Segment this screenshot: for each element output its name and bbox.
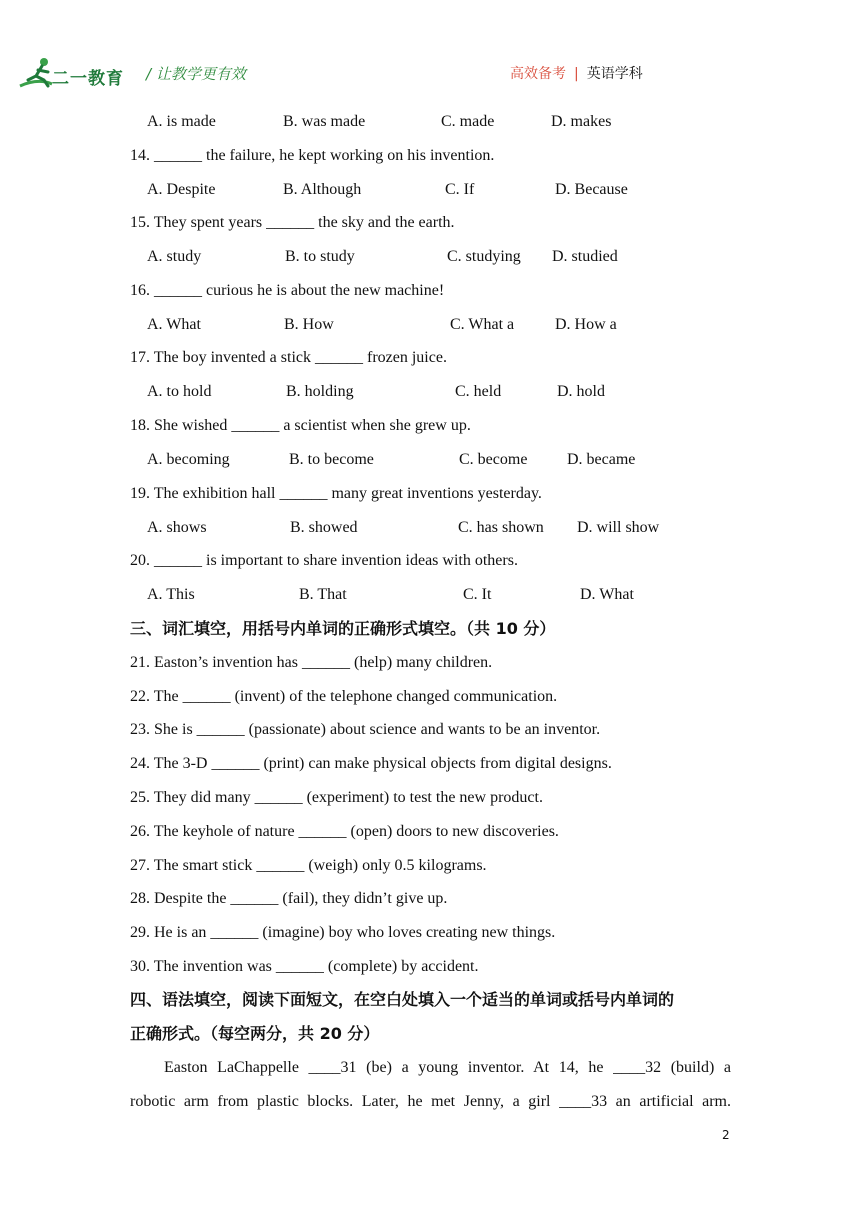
option: A. This [147,586,195,603]
vocab-item: 25. They did many ______ (experiment) to test the new product. [130,789,543,806]
question-stem: 17. The boy invented a stick ______ frozen juice. [130,349,447,366]
option: D. became [567,451,636,468]
option: B. was made [283,113,366,130]
section-title: 四、语法填空，阅读下面短文，在空白处填入一个适当的单词或括号内单词的 [130,990,675,1009]
option: C. If [445,181,475,198]
option: C. It [463,586,492,603]
section-title-continued: 正确形式。（每空两分，共 20 分） [130,1024,380,1043]
option: C. studying [447,248,521,265]
option: D. makes [551,113,612,130]
header-tag: 高效备考 [510,66,566,82]
option: A. to hold [147,383,212,400]
passage [130,1051,731,1119]
question-stem: 15. They spent years ______ the sky and the earth. [130,214,455,231]
option: C. held [455,383,502,400]
option: C. become [459,451,528,468]
option: A. Despite [147,181,216,198]
option: A. is made [147,113,216,130]
section-title: 三、词汇填空，用括号内单词的正确形式填空。（共 10 分） [130,619,556,638]
option: C. has shown [458,519,544,536]
option: D. Because [555,181,628,198]
passage-line: Easton LaChappelle ____31 (be) a young inventor. At 14, he ____32 (build) a [164,1059,731,1076]
option: B. holding [286,383,354,400]
option: B. Although [283,181,362,198]
question-stem: 16. ______ curious he is about the new machine! [130,282,445,299]
question-stem: 14. ______ the failure, he kept working on his invention. [130,147,495,164]
option: D. What [580,586,634,603]
option: A. shows [147,519,207,536]
header-separator: | [574,66,579,82]
vocab-item: 30. The invention was ______ (complete) by accident. [130,958,479,975]
vocab-item: 24. The 3-D ______ (print) can make physical objects from digital designs. [130,755,612,772]
option: B. showed [290,519,358,536]
option: B. to become [289,451,374,468]
header-slogan: / 让教学更有效 [146,65,246,83]
passage-line: robotic arm from plastic blocks. Later, he met Jenny, a girl ____33 an artificial arm. [130,1093,731,1110]
page-number: 2 [722,1128,730,1142]
option: C. made [441,113,495,130]
option: D. will show [577,519,660,536]
vocab-item: 21. Easton’s invention has ______ (help) many children. [130,654,493,671]
option: D. How a [555,316,617,333]
vocab-item: 27. The smart stick ______ (weigh) only 0.5 kilograms. [130,857,487,874]
option: B. to study [285,248,355,265]
option: A. study [147,248,202,265]
vocab-item: 23. She is ______ (passionate) about science and wants to be an inventor. [130,721,601,738]
question-stem: 18. She wished ______ a scientist when she grew up. [130,417,471,434]
header-subject: 英语学科 [586,66,643,82]
vocab-item: 29. He is an ______ (imagine) boy who loves creating new things. [130,924,556,941]
option: D. studied [552,248,618,265]
option: A. What [147,316,201,333]
header-right [510,63,643,83]
option: D. hold [557,383,605,400]
option: B. How [284,316,334,333]
vocab-item: 22. The ______ (invent) of the telephone changed communication. [130,688,558,705]
logo-text: 二一教育 [52,69,124,89]
question-stem: 20. ______ is important to share invention ideas with others. [130,552,518,569]
option: B. That [299,586,347,603]
question-stem: 19. The exhibition hall ______ many great inventions yesterday. [130,485,542,502]
vocab-item: 26. The keyhole of nature ______ (open) doors to new discoveries. [130,823,559,840]
page-header [0,0,860,100]
option: C. What a [450,316,515,333]
vocab-item: 28. Despite the ______ (fail), they didn’t give up. [130,890,448,907]
option: A. becoming [147,451,230,468]
